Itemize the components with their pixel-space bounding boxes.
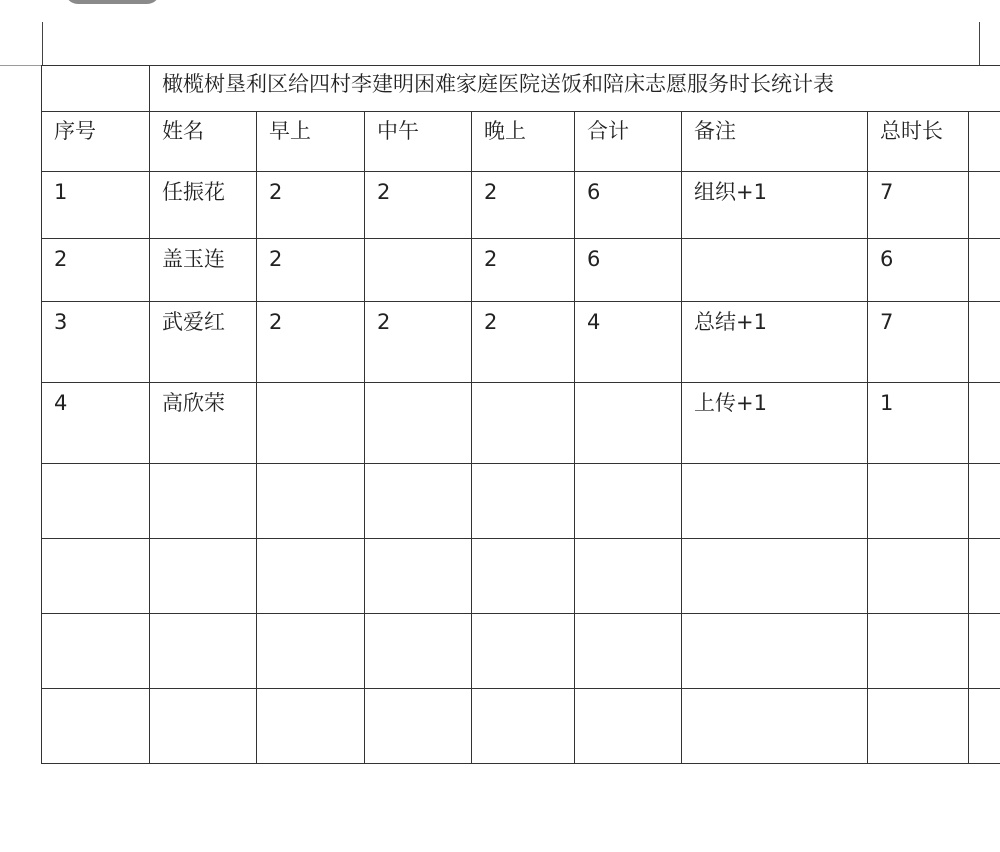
header-cell-index[interactable]: 序号	[42, 112, 150, 172]
table-cell[interactable]: 2	[365, 172, 472, 239]
table-cell[interactable]	[575, 689, 682, 764]
right-margin-marker	[979, 22, 980, 66]
table-cell[interactable]	[575, 383, 682, 464]
table-cell[interactable]	[472, 614, 575, 689]
table-row	[42, 464, 1000, 539]
table-cell[interactable]	[472, 464, 575, 539]
table-cell[interactable]	[42, 464, 150, 539]
table-cell[interactable]	[365, 383, 472, 464]
table-row	[42, 383, 1000, 464]
table-cell[interactable]: 2	[472, 302, 575, 383]
table-cell[interactable]	[682, 239, 868, 302]
table-cell[interactable]: 6	[575, 239, 682, 302]
table-cell[interactable]: 6	[868, 239, 969, 302]
table-cell[interactable]	[365, 689, 472, 764]
volunteer-hours-table	[41, 65, 1000, 764]
table-cell[interactable]: 盖玉连	[150, 239, 257, 302]
table-cell[interactable]	[682, 539, 868, 614]
table-cell[interactable]	[257, 689, 365, 764]
header-cell-name[interactable]: 姓名	[150, 112, 257, 172]
table-row	[42, 614, 1000, 689]
table-cell[interactable]: 武爱红	[150, 302, 257, 383]
table-cell[interactable]	[575, 539, 682, 614]
table-cell[interactable]	[42, 539, 150, 614]
header-cell-subtotal[interactable]: 合计	[575, 112, 682, 172]
table-cell[interactable]: 1	[868, 383, 969, 464]
table-cell[interactable]	[575, 614, 682, 689]
table-title[interactable]: 橄榄树垦利区给四村李建明困难家庭医院送饭和陪床志愿服务时长统计表	[150, 66, 1000, 112]
table-cell[interactable]	[365, 614, 472, 689]
table-cell[interactable]	[969, 464, 1000, 539]
table-cell[interactable]	[472, 689, 575, 764]
table-cell[interactable]: 4	[575, 302, 682, 383]
table-cell[interactable]: 2	[365, 302, 472, 383]
table-cell[interactable]	[682, 614, 868, 689]
table-cell[interactable]	[42, 689, 150, 764]
table-cell[interactable]	[257, 464, 365, 539]
table-cell[interactable]	[682, 464, 868, 539]
table-row	[42, 302, 1000, 383]
header-cell-noon[interactable]: 中午	[365, 112, 472, 172]
table-cell[interactable]	[969, 689, 1000, 764]
table-cell[interactable]	[682, 689, 868, 764]
table-cell[interactable]	[868, 689, 969, 764]
table-cell[interactable]	[150, 539, 257, 614]
table-cell[interactable]: 上传+1	[682, 383, 868, 464]
table-row	[42, 539, 1000, 614]
table-cell[interactable]	[42, 66, 150, 112]
table-cell[interactable]: 3	[42, 302, 150, 383]
table-cell[interactable]	[150, 689, 257, 764]
table-cell[interactable]	[257, 383, 365, 464]
table-cell[interactable]	[257, 539, 365, 614]
table-cell[interactable]: 2	[42, 239, 150, 302]
header-cell-evening[interactable]: 晚上	[472, 112, 575, 172]
table-cell[interactable]	[969, 383, 1000, 464]
header-row	[42, 112, 1000, 172]
table-row	[42, 689, 1000, 764]
table-cell[interactable]: 2	[257, 302, 365, 383]
table-cell[interactable]: 4	[42, 383, 150, 464]
table-cell[interactable]: 2	[472, 239, 575, 302]
table-cell[interactable]: 2	[472, 172, 575, 239]
table-cell[interactable]	[150, 614, 257, 689]
table-cell[interactable]: 2	[257, 239, 365, 302]
toolbar-handle[interactable]	[65, 0, 160, 4]
table-cell[interactable]: 组织+1	[682, 172, 868, 239]
table-cell[interactable]	[365, 539, 472, 614]
table-cell[interactable]	[257, 614, 365, 689]
table-cell[interactable]	[969, 239, 1000, 302]
table-cell[interactable]	[472, 539, 575, 614]
table-row	[42, 239, 1000, 302]
table-cell[interactable]: 7	[868, 172, 969, 239]
table-cell[interactable]	[868, 614, 969, 689]
table-cell[interactable]	[969, 302, 1000, 383]
header-cell-morning[interactable]: 早上	[257, 112, 365, 172]
table-cell[interactable]	[969, 614, 1000, 689]
table-cell[interactable]	[42, 614, 150, 689]
header-cell-remarks[interactable]: 备注	[682, 112, 868, 172]
table-cell[interactable]	[150, 464, 257, 539]
table-row	[42, 172, 1000, 239]
table-cell[interactable]	[969, 539, 1000, 614]
table-cell[interactable]: 2	[257, 172, 365, 239]
table-cell[interactable]: 1	[42, 172, 150, 239]
table-cell[interactable]	[969, 172, 1000, 239]
table-cell[interactable]: 高欣荣	[150, 383, 257, 464]
header-cell-extra[interactable]	[969, 112, 1000, 172]
table-cell[interactable]	[365, 464, 472, 539]
header-cell-total-hours[interactable]: 总时长	[868, 112, 969, 172]
table-cell[interactable]	[868, 539, 969, 614]
table-cell[interactable]	[575, 464, 682, 539]
table-cell[interactable]	[868, 464, 969, 539]
left-margin-marker	[42, 22, 43, 66]
table-cell[interactable]: 6	[575, 172, 682, 239]
table-cell[interactable]	[472, 383, 575, 464]
title-row	[42, 66, 1000, 112]
table-cell[interactable]: 7	[868, 302, 969, 383]
table-cell[interactable]	[365, 239, 472, 302]
table-cell[interactable]: 任振花	[150, 172, 257, 239]
table-cell[interactable]: 总结+1	[682, 302, 868, 383]
